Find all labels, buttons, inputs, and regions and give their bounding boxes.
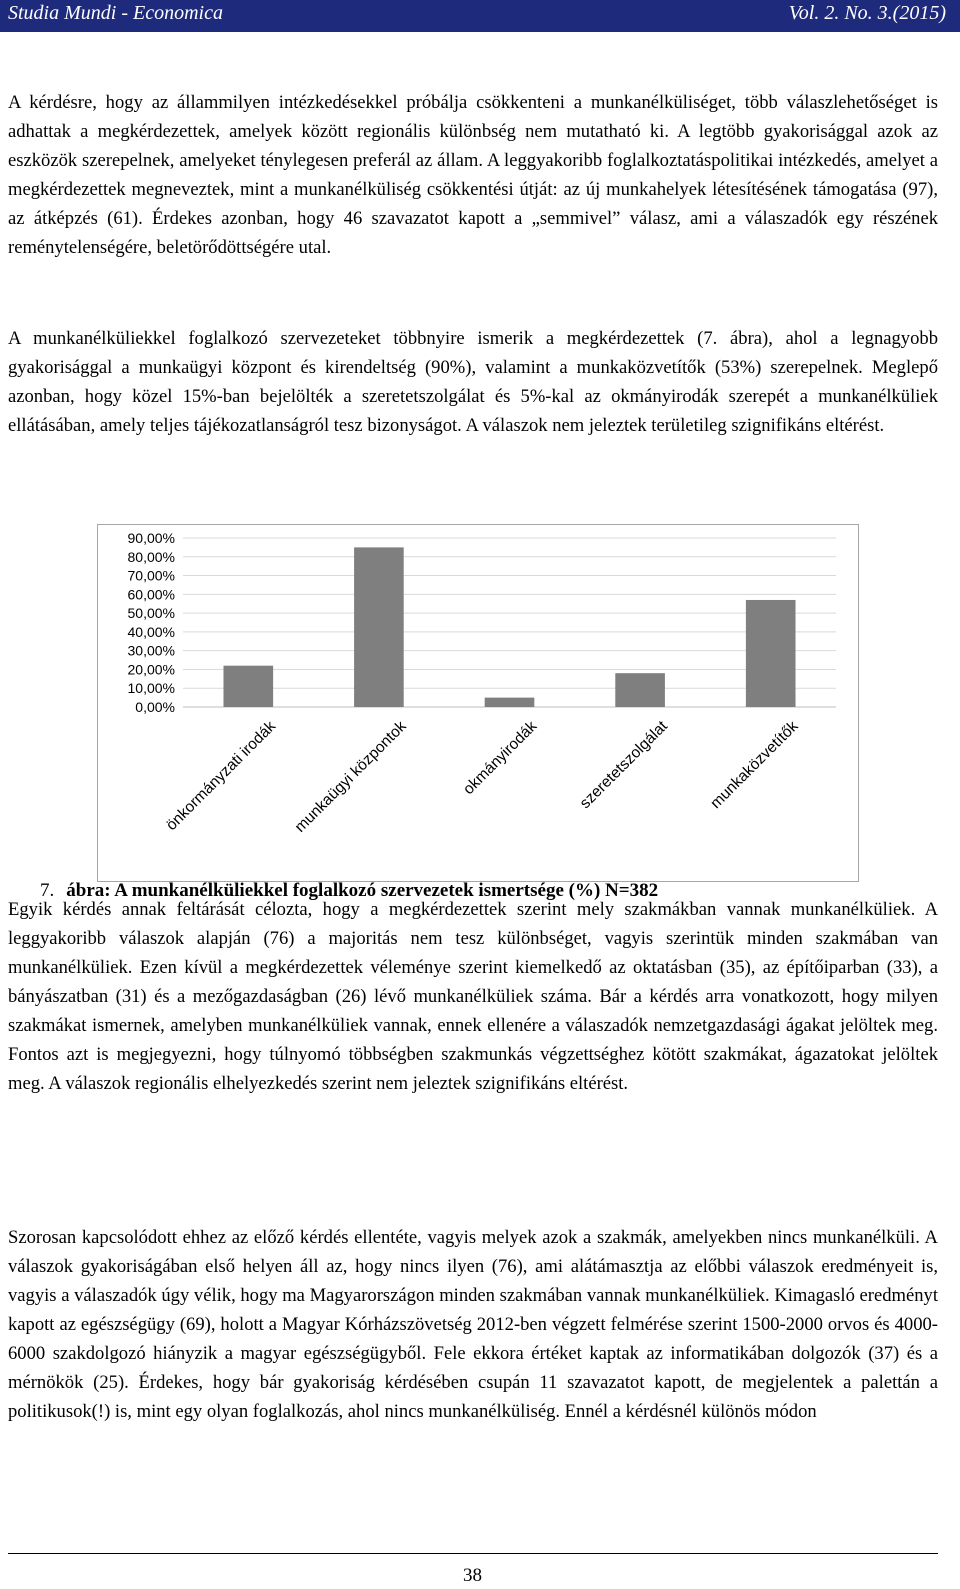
x-tick-label: munkaközvetítők [707, 717, 802, 813]
journal-header [0, 0, 960, 32]
bar [746, 600, 796, 707]
journal-title: Studia Mundi - Economica [8, 2, 223, 24]
journal-volume: Vol. 2. No. 3.(2015) [788, 2, 946, 24]
y-tick-label: 0,00% [135, 699, 175, 715]
bar [615, 673, 665, 707]
x-tick-label: munkaügyi központok [291, 717, 410, 836]
y-tick-label: 90,00% [127, 530, 175, 546]
y-tick-label: 60,00% [127, 586, 175, 603]
x-tick-label: önkormányzati irodák [162, 717, 280, 835]
paragraph-organizations: A munkanélküliekkel foglalkozó szervezeteket többnyire ismerik a megkérdezettek (7. ábra), ahol a legnagyobb gyakorisággal a munkaügyi központ és kirendeltség (90%), valamint a munkaközvetítők (53%) szerepelnek. Meglepő azonban, hogy közel 15%-ban bejelölték a szeretetszolgálat és 5%-kal az okmányirodák szerepét a munkanélküliek ellátásában, amely teljes tájékozatlanságról tesz bizonyságot. A válaszok nem jeleztek területileg szignifikáns eltérést. [8, 328, 938, 436]
bar [485, 698, 535, 707]
bar-chart [98, 525, 858, 881]
y-tick-label: 40,00% [127, 623, 175, 640]
paragraph-no-unemployment-professions: Szorosan kapcsolódott ehhez az előző kérdés ellentéte, vagyis melyek azok a szakmák, amelyekben nincs munkanélküli. A válaszok gyakoriságában első helyen áll az, hogy nincs ilyen (76), ami alátámasztja az előbbi válaszok eredményeit is, vagyis a válaszadók úgy vélik, hogy ma Magyarországon minden szakmában vannak munkanélküliek. Kimagasló eredményt kapott az egészségügy (69), holott a Magyar Kórházszövetség 2012-ben végzett felmérése szerint 1500-2000 orvos és 4000-6000 szakdolgozó hiányzik a magyar egészségügyből. Fele ekkora értéket kaptak az informatikában dolgozók (37) és a mérnökök (25). Érdekes, hogy bár gyakoriság kérdésében csupán 11 szavazatot kapott, de megjelentek a palettán a politikusok(!) is, mint egy olyan foglalkozás, ahol nincs munkanélküliség. Ennél a kérdésnél különös módon [8, 1227, 938, 1422]
bar [354, 547, 404, 707]
y-tick-label: 30,00% [127, 642, 175, 659]
footer-rule [8, 1553, 938, 1554]
page-number: 38 [463, 1565, 482, 1586]
x-tick-label: okmányirodák [460, 717, 541, 799]
bar-chart-frame [97, 524, 859, 882]
y-tick-label: 80,00% [127, 548, 175, 565]
paragraph-intervention-measures: A kérdésre, hogy az állammilyen intézkedésekkel próbálja csökkenteni a munkanélküliséget, több válaszlehetőséget is adhattak a megkérdezettek, amelyek között regionális különbség nem mutatható ki. A legtöbb gyakorisággal azok az eszközök szerepelnek, amelyeket ténylegesen preferál az állam. A leggyakoribb foglalkoztatáspolitikai intézkedés, amelyet a megkérdezettek megneveztek, mint a munkanélküliség csökkentési útját: az új munkahelyek létesítésének támogatása (97), az átképzés (61). Érdekes azonban, hogy 46 szavazatot kapott a „semmivel” válasz, ami a válaszadók egy részének reménytelenségére, beletörődöttségére utal. [8, 92, 938, 258]
y-tick-label: 10,00% [127, 680, 175, 697]
figure-number: 7. [40, 880, 55, 901]
figure-caption-text: ábra: A munkanélküliekkel foglalkozó szervezetek ismertsége (%) N=382 [66, 880, 659, 901]
y-tick-label: 70,00% [127, 567, 175, 584]
y-tick-label: 50,00% [127, 605, 175, 622]
y-tick-label: 20,00% [127, 661, 175, 678]
paragraph-unemployed-professions: Egyik kérdés annak feltárását célozta, hogy a megkérdezettek szerint mely szakmákban vannak munkanélküliek. A leggyakoribb válaszok alapján (76) a majoritás nem tesz különbséget, vagyis szerintük minden szakmában van munkanélküliek. Ezen kívül a megkérdezettek véleménye szerint kiemelkedő az oktatásban (35), az építőiparban (33), a bányászatban (31) és a mezőgazdaságban (26) lévő munkanélküliek száma. Bár a kérdés arra vonatkozott, hogy milyen szakmákat ismernek, amelyben munkanélküliek vannak, ennek ellenére a válaszadók nemzetgazdasági ágakat jelöltek meg. Fontos azt is megjegyezni, hogy túlnyomó többségben szakmunkás végzettséghez kötött szakmákat, ágazatokat jelöltek meg. A válaszok regionális elhelyezkedés szerint nem jeleztek szignifikáns eltérést. [8, 899, 938, 1094]
bar [223, 666, 273, 707]
x-tick-label: szeretetszolgálat [576, 717, 671, 813]
